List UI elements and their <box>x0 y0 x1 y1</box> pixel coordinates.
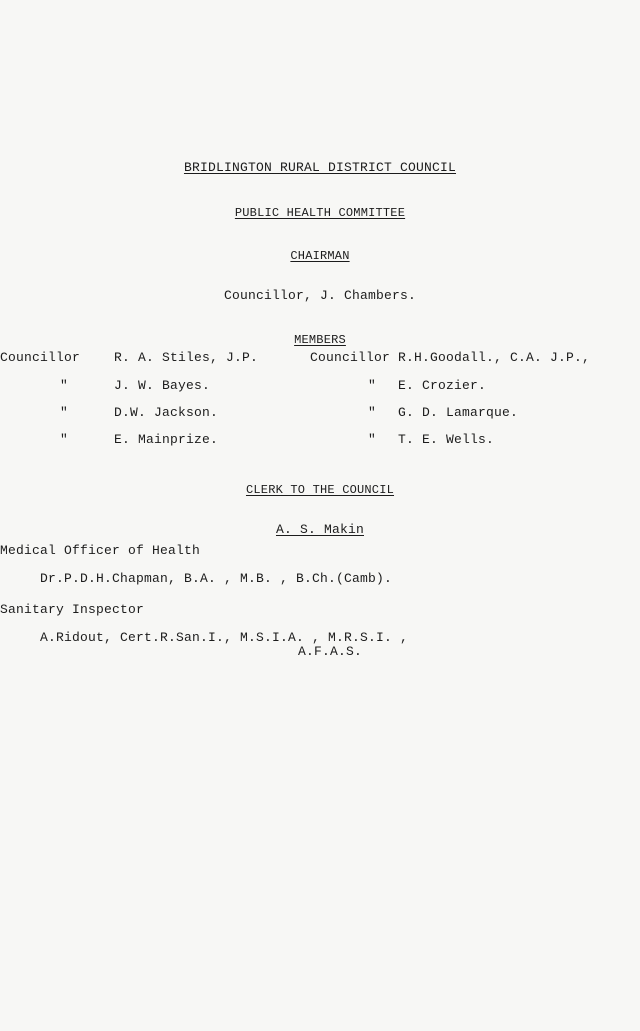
clerk-heading: CLERK TO THE COUNCIL <box>245 483 395 497</box>
sanitary-inspector-heading: Sanitary Inspector <box>0 602 145 617</box>
member-left-3: D.W. Jackson. <box>114 405 219 420</box>
sanitary-inspector-name-line2: A.F.A.S. <box>298 644 363 659</box>
ditto-mark: " <box>368 432 377 447</box>
clerk-name: A. S. Makin <box>275 522 364 537</box>
council-title: BRIDLINGTON RURAL DISTRICT COUNCIL <box>183 160 457 175</box>
member-left-2: J. W. Bayes. <box>114 378 211 393</box>
medical-officer-heading: Medical Officer of Health <box>0 543 201 558</box>
ditto-mark: " <box>60 405 69 420</box>
medical-officer-name: Dr.P.D.H.Chapman, B.A. , M.B. , B.Ch.(Camb). <box>40 571 393 586</box>
member-right-4: T. E. Wells. <box>398 432 495 447</box>
ditto-mark: " <box>60 378 69 393</box>
ditto-mark: " <box>368 405 377 420</box>
chairman-heading: CHAIRMAN <box>290 249 350 263</box>
member-right-1: R.H.Goodall., C.A. J.P., <box>398 350 591 365</box>
sanitary-inspector-name-line1: A.Ridout, Cert.R.San.I., M.S.I.A. , M.R.S.I. , <box>40 630 409 645</box>
member-right-3: G. D. Lamarque. <box>398 405 519 420</box>
chairman-name: Councillor, J. Chambers. <box>223 288 417 303</box>
member-left-4: E. Mainprize. <box>114 432 219 447</box>
member-left-1: R. A. Stiles, J.P. <box>114 350 259 365</box>
members-left-title: Councillor <box>0 350 81 365</box>
committee-title: PUBLIC HEALTH COMMITTEE <box>234 206 406 220</box>
member-right-2: E. Crozier. <box>398 378 487 393</box>
ditto-mark: " <box>368 378 377 393</box>
members-heading: MEMBERS <box>294 333 346 347</box>
ditto-mark: " <box>60 432 69 447</box>
members-right-title: Councillor <box>310 350 391 365</box>
